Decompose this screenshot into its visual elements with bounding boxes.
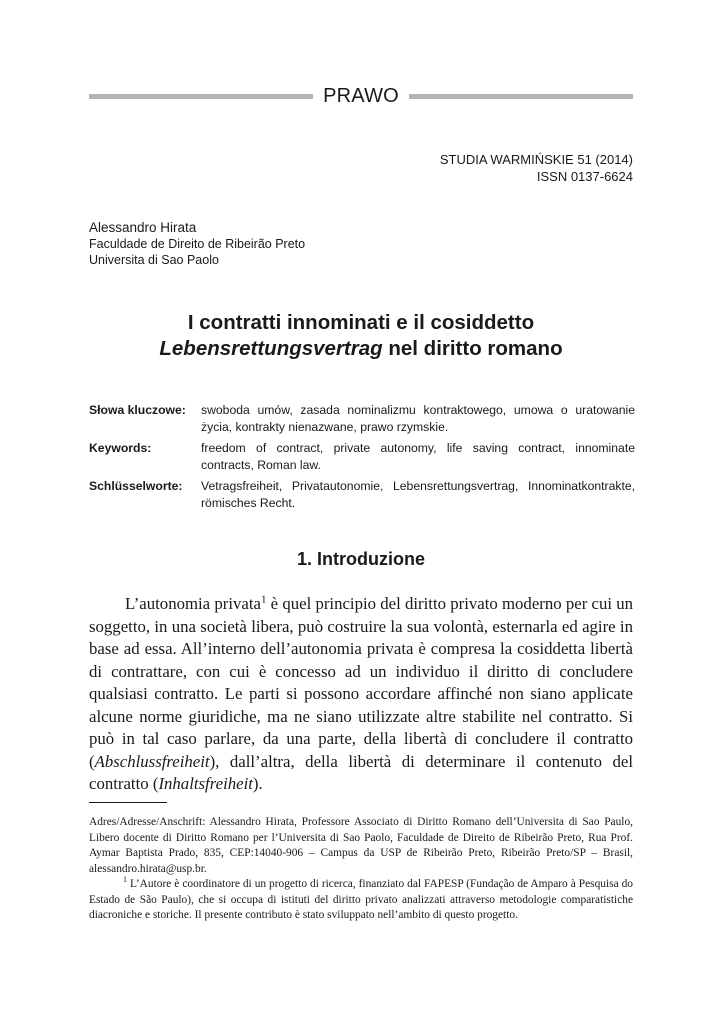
footnote-1 [89, 877, 633, 924]
article-title [89, 310, 633, 362]
author-affiliation: Faculdade de Direito de Ribeirão Preto [89, 237, 306, 251]
title-line-2 [89, 336, 633, 362]
keyword-label: Słowa kluczowe: [89, 403, 186, 417]
title-italic-term: Lebensrettungsvertrag [159, 337, 383, 360]
author-block [89, 220, 305, 268]
text-run: L’autonomia privata [125, 594, 261, 613]
text-run: è quel principio del diritto privato moderno per cui un soggetto, in una società libera, può costruire la sua volontà, esternarla ed agire in base ad essa. All’interno dell’autonomia privata è compresa la cosiddetta libertà di contrattare, con cui è concesso ad un individuo il diritto di concludere qualsiasi contratto. Le parti si possono accordare affinché non siano applicate alcune norme giuridiche, ma ne siano utilizzate altre stabilite nel contratto. Si può in tal caso parlare, da una parte, della libertà di concludere il contratto ( [89, 594, 634, 771]
keyword-row [89, 440, 635, 474]
journal-info [440, 151, 633, 185]
section-heading: 1. Introduzione [297, 549, 425, 569]
author-affiliation: Universita di Sao Paolo [89, 253, 219, 267]
keyword-text: Vetragsfreiheit, Privatautonomie, Lebensrettungsvertrag, Innominatkontrakte, römisches Recht. [201, 479, 635, 510]
intro-paragraph [89, 593, 633, 796]
header-rule-left [89, 94, 313, 99]
italic-term: Inhaltsfreiheit [158, 774, 253, 793]
section-header [89, 82, 633, 110]
keywords-table [89, 402, 635, 516]
author-name: Alessandro Hirata [89, 220, 197, 235]
title-line-1: I contratti innominati e il cosiddetto [187, 311, 535, 334]
footnote-text: L’Autore è coordinatore di un progetto di ricerca, finanziato dal FAPESP (Fundação de Amparo à Pesquisa do Estado de São Paulo), che si occupa di istituti del diritto privato analizzati attraverso metodologie comparatistiche diacroniche e storiche. Il presente contributo è stato sviluppato nell’ambito di questo progetto. [89, 878, 633, 921]
italic-term: Abschlussfreiheit [94, 751, 210, 771]
footnote-ref[interactable]: 1 [260, 593, 267, 606]
author-address-note: Adres/Adresse/Anschrift: Alessandro Hirata, Professore Associato di Diritto Romano dell’Universita di Sao Paulo, Libero docente di Diritto Romano per l’Universita di Sao Paolo, Faculdade de Direito de Ribeirão Preto, Rua Prof. Aymar Baptista Prado, 835, CEP:14040-906 – Campus da USP de Ribeirão Preto, Ribeirão Preto/SP – Brasil, alessandro.hirata@usp.br. [89, 816, 633, 875]
keyword-row [89, 478, 635, 512]
text-run: ), dall’altra, della libertà di determinare il contenuto del contratto ( [89, 751, 633, 793]
keyword-row [89, 402, 635, 436]
header-rule-right [409, 94, 633, 99]
keyword-text: freedom of contract, private autonomy, life saving contract, innominate contracts, Roman law. [201, 441, 635, 472]
keyword-text: swoboda umów, zasada nominalizmu kontraktowego, umowa o uratowanie życia, kontrakty nienazwane, prawo rzymskie. [201, 403, 635, 434]
footnote-mark: 1 [123, 875, 127, 885]
journal-issn: ISSN 0137-6624 [536, 169, 633, 184]
footnote-separator [89, 802, 167, 803]
keyword-label: Schlüsselworte: [89, 479, 183, 493]
footnotes [89, 815, 633, 924]
journal-name: STUDIA WARMIŃSKIE 51 (2014) [439, 152, 633, 167]
keyword-label: Keywords: [89, 441, 152, 455]
body-paragraph [89, 593, 633, 796]
section-label: PRAWO [323, 84, 399, 107]
text-run: ). [252, 774, 263, 793]
title-line-2-rest: nel diritto romano [382, 337, 563, 360]
